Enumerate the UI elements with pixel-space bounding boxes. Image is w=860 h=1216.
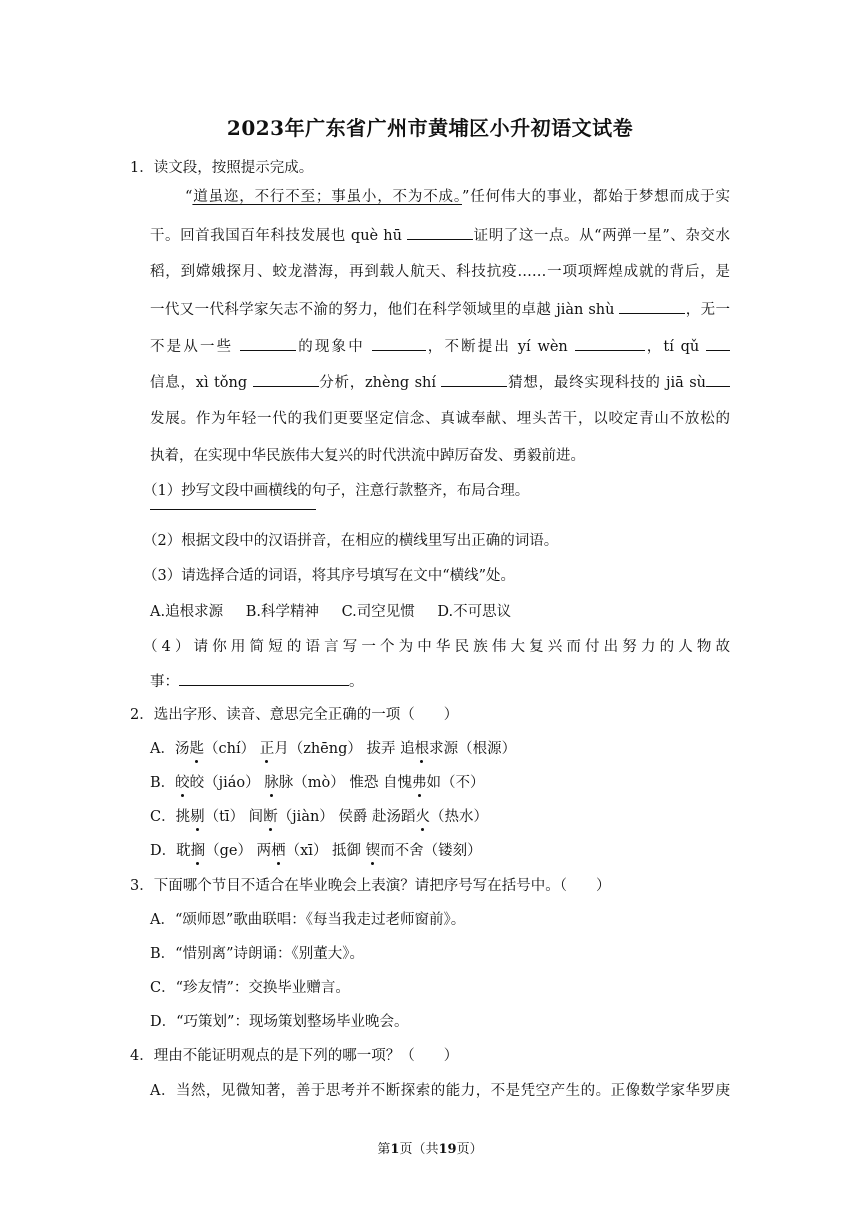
quote-mark: “ — [185, 189, 193, 205]
dotted-char: 剔 — [190, 809, 205, 825]
answer-blank[interactable] — [179, 671, 349, 686]
option-text: 而不舍（镂刻） — [380, 843, 482, 859]
dotted-char: 弗 — [411, 775, 427, 791]
dotted-char: 火 — [415, 809, 431, 825]
q4-option-a[interactable]: A．当然，见微知著，善于思考并不断探索的能力，不是凭空产生的。正像数学家华罗庚 — [150, 1083, 730, 1099]
option-b[interactable]: B.科学精神 — [245, 604, 319, 620]
passage-text: 干。回首我国百年科技发展也 què hū — [150, 228, 408, 244]
passage-text: ，无一 — [685, 302, 731, 318]
q3-stem: 3．下面哪个节目不适合在毕业晚会上表演？请把序号写在括号中。（ ） — [130, 878, 611, 894]
option-text: 皎（jiáo） — [189, 775, 265, 791]
dotted-char: 锲 — [365, 843, 381, 859]
q1-passage-line-1 — [185, 187, 730, 207]
option-c[interactable]: C.司空见惯 — [341, 604, 415, 620]
page-total: 19 — [438, 1142, 457, 1157]
passage-text: 信息，xì tǒng — [150, 375, 253, 391]
page-footer — [0, 1138, 860, 1157]
option-a[interactable]: A.追根求源 — [150, 604, 224, 620]
option-text: 求源（根源） — [429, 741, 517, 757]
answer-blank[interactable] — [407, 225, 473, 240]
q1-sub3: （3）请选择合适的词语，将其序号填写在文中“横线”处。 — [143, 568, 516, 584]
q1-passage-line-6 — [150, 372, 730, 393]
option-text: 如（不） — [426, 775, 485, 791]
option-text: （jiàn） 侯爵 赴汤蹈 — [277, 809, 416, 825]
option-text: 脉（mò） 惟恐 自愧 — [278, 775, 412, 791]
q1-passage-line-4 — [150, 299, 730, 320]
passage-text: 猜想，最终实现科技的 jiā sù — [507, 375, 706, 391]
answer-blank[interactable] — [253, 372, 319, 387]
q3-option-a[interactable]: A．“颂师恩”歌曲联唱：《每当我走过老师窗前》。 — [150, 912, 466, 928]
q1-sub2: （2）根据文段中的汉语拼音，在相应的横线里写出正确的词语。 — [143, 533, 559, 549]
dotted-char: 栖 — [271, 843, 286, 859]
footer-text: 页（共 — [399, 1142, 439, 1157]
q1-passage-line-8: 执着，在实现中华民族伟大复兴的时代洪流中踔厉奋发、勇毅前进。 — [150, 448, 585, 464]
q1-sub4-line-2 — [150, 671, 730, 692]
dotted-char: 皎 — [175, 775, 190, 791]
option-text: （ge） 两 — [205, 843, 272, 859]
q1-passage-line-7: 发展。作为年轻一代的我们更要坚定信念、真诚奉献、埋头苦干，以咬定青山不放松的 — [150, 411, 730, 427]
passage-text: 。 — [349, 674, 364, 690]
option-text: B． — [150, 775, 176, 791]
q1-options — [150, 602, 750, 622]
passage-text: ，不断提出 yí wèn — [425, 339, 575, 355]
q2-option-b[interactable] — [150, 773, 730, 793]
passage-text: ”任何伟大的事业，都始于梦想而成于实 — [461, 189, 731, 205]
answer-blank[interactable] — [706, 372, 730, 387]
answer-blank[interactable] — [240, 336, 296, 351]
passage-text: 不是从一些 — [150, 339, 241, 355]
dotted-char: 脉 — [264, 775, 279, 791]
passage-text: 证明了这一点。从“两弹一星”、杂交水 — [473, 228, 730, 244]
page-number: 1 — [390, 1142, 400, 1157]
q1-sub1: （1）抄写文段中画横线的句子，注意行款整齐，布局合理。 — [143, 483, 530, 499]
footer-text: 页） — [456, 1142, 483, 1157]
q2-option-c[interactable] — [150, 807, 730, 827]
dotted-char: 断 — [263, 809, 278, 825]
q2-stem: 2．选出字形、读音、意思完全正确的一项（ ） — [130, 707, 459, 723]
passage-text: 的现象中 — [296, 339, 372, 355]
q4-stem: 4．理由不能证明观点的是下列的哪一项？（ ） — [130, 1048, 459, 1064]
q1-passage-line-5 — [150, 336, 730, 357]
option-text: （热水） — [430, 809, 489, 825]
option-text: D．耽 — [150, 843, 191, 859]
option-text: C．挑 — [150, 809, 191, 825]
dotted-char: 搁 — [190, 843, 206, 859]
passage-text: 分析，zhèng shí — [318, 375, 442, 391]
dotted-char: 正 — [259, 741, 275, 757]
answer-blank[interactable] — [575, 336, 645, 351]
answer-blank[interactable] — [441, 372, 507, 387]
passage-text: 一代又一代科学家矢志不渝的努力，他们在科学领域里的卓越 jiàn shù — [150, 302, 620, 318]
q3-option-d[interactable]: D．“巧策划”：现场策划整场毕业晚会。 — [150, 1014, 409, 1030]
answer-blank[interactable] — [706, 336, 730, 351]
footer-text: 第 — [377, 1142, 391, 1157]
passage-text: 事： — [150, 674, 179, 690]
q3-option-c[interactable]: C．“珍友情”：交换毕业赠言。 — [150, 980, 350, 996]
dotted-char: 匙 — [189, 741, 204, 757]
answer-blank[interactable] — [372, 336, 426, 351]
option-text: （chí） — [203, 741, 260, 757]
option-text: 月（zhēng） 拔弄 追 — [274, 741, 415, 757]
q1-stem: 1．读文段，按照提示完成。 — [130, 160, 314, 176]
page-title: 2023年广东省广州市黄埔区小升初语文试卷 — [226, 116, 634, 140]
option-d[interactable]: D.不可思议 — [437, 604, 512, 620]
option-text: A．汤 — [150, 741, 190, 757]
q1-passage-line-2 — [150, 225, 730, 246]
q2-option-a[interactable] — [150, 739, 730, 759]
q1-sub4: （4）请你用简短的语言写一个为中华民族伟大复兴而付出努力的人物故 — [143, 639, 730, 655]
option-text: （tī） 间 — [204, 809, 264, 825]
passage-text: ，tí qǔ — [644, 339, 706, 355]
q1-passage-line-3: 稻，到嫦娥探月、蛟龙潜海，再到载人航天、科技抗疫……一项项辉煌成就的背后，是 — [150, 264, 730, 280]
q2-option-d[interactable] — [150, 841, 730, 861]
q3-option-b[interactable]: B．“惜别离”诗朗诵：《别董大》。 — [150, 946, 364, 962]
copy-answer-line[interactable] — [150, 509, 316, 510]
dotted-char: 根 — [414, 741, 430, 757]
answer-blank[interactable] — [619, 299, 685, 314]
underlined-sentence: 道虽迩，不行不至；事虽小，不为不成。 — [192, 189, 462, 205]
option-text: （xī） 抵御 — [285, 843, 366, 859]
